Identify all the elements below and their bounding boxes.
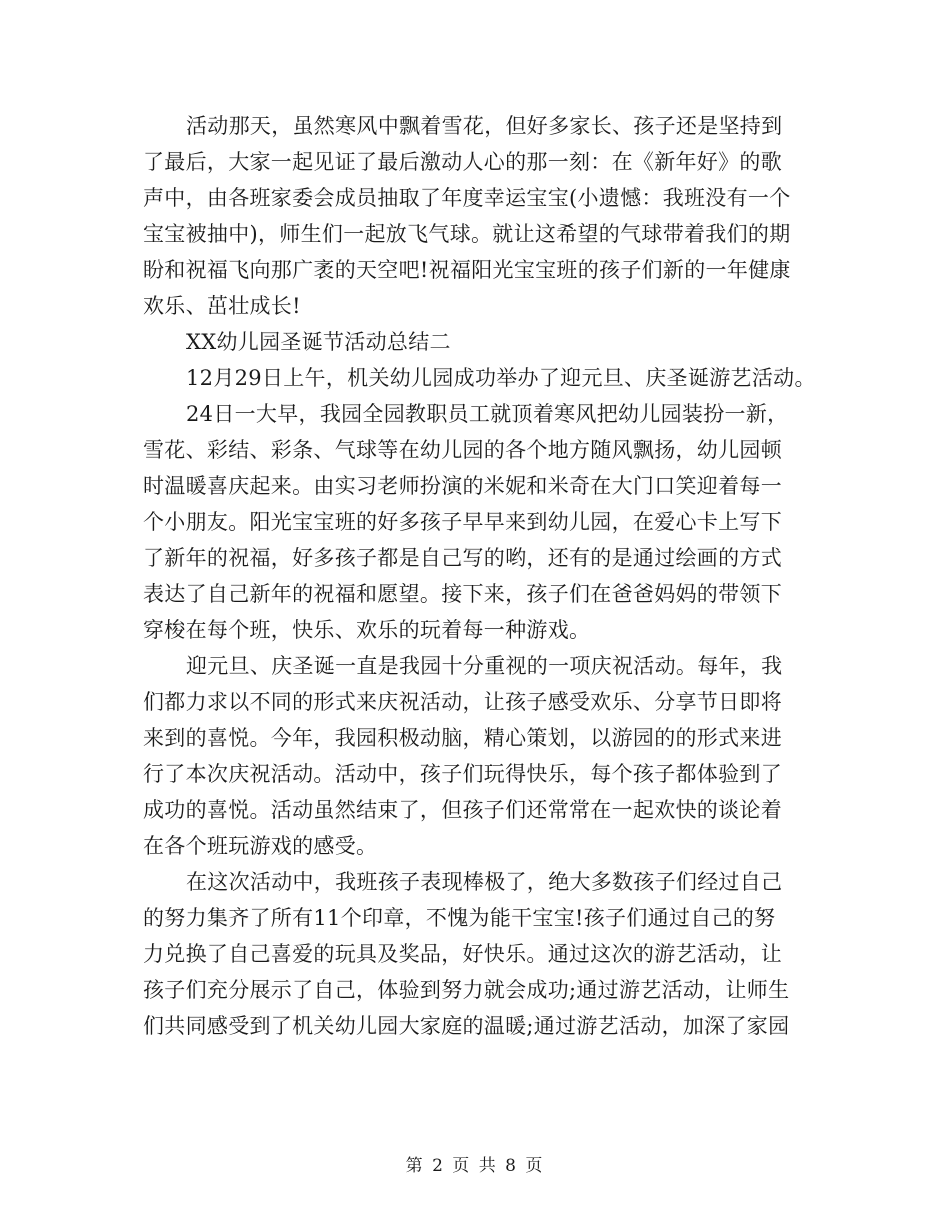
paragraph-line: 宝宝被抽中)，师生们一起放飞气球。就让这希望的气球带着我们的期	[143, 222, 791, 246]
paragraph-line: 活动那天，虽然寒风中飘着雪花，但好多家长、孩子还是坚持到	[186, 114, 783, 138]
paragraph-line: 了最后，大家一起见证了最后激动人心的那一刻：在《新年好》的歌	[143, 150, 782, 174]
paragraph-line: 雪花、彩结、彩条、气球等在幼儿园的各个地方随风飘扬，幼儿园顿	[143, 438, 782, 462]
paragraph-line: 了新年的祝福，好多孩子都是自己写的哟，还有的是通过绘画的方式	[143, 546, 782, 570]
paragraph-line: 在这次活动中，我班孩子表现棒极了，绝大多数孩子们经过自己	[186, 870, 783, 894]
paragraph-line: 孩子们充分展示了自己，体验到努力就会成功;通过游艺活动，让师生	[143, 978, 790, 1002]
page-number-footer: 第 2 页 共 8 页	[405, 1156, 545, 1176]
paragraph-line: 的努力集齐了所有11个印章，不愧为能干宝宝!孩子们通过自己的努	[143, 906, 776, 930]
section-heading: XX幼儿园圣诞节活动总结二	[186, 330, 451, 354]
paragraph-line: 24日一大早，我园全园教职员工就顶着寒风把幼儿园装扮一新，	[186, 402, 789, 426]
paragraph-line: 来到的喜悦。今年，我园积极动脑，精心策划，以游园的的形式来进	[143, 726, 782, 750]
paragraph-line: 声中，由各班家委会成员抽取了年度幸运宝宝(小遗憾：我班没有一个	[143, 186, 791, 210]
paragraph-line: 欢乐、茁壮成长!	[143, 294, 301, 318]
paragraph-line: 12月29日上午，机关幼儿园成功举办了迎元旦、庆圣诞游艺活动。	[186, 366, 816, 390]
paragraph-line: 盼和祝福飞向那广袤的天空吧!祝福阳光宝宝班的孩子们新的一年健康	[143, 258, 791, 282]
paragraph-line: 穿梭在每个班，快乐、欢乐的玩着每一种游戏。	[143, 618, 591, 642]
paragraph-line: 表达了自己新年的祝福和愿望。接下来，孩子们在爸爸妈妈的带领下	[143, 582, 782, 606]
paragraph-line: 们都力求以不同的形式来庆祝活动，让孩子感受欢乐、分享节日即将	[143, 690, 782, 714]
paragraph-line: 力兑换了自己喜爱的玩具及奖品，好快乐。通过这次的游艺活动，让	[143, 942, 782, 966]
paragraph-line: 成功的喜悦。活动虽然结束了，但孩子们还常常在一起欢快的谈论着	[143, 798, 782, 822]
paragraph-line: 行了本次庆祝活动。活动中，孩子们玩得快乐，每个孩子都体验到了	[143, 762, 782, 786]
paragraph-line: 迎元旦、庆圣诞一直是我园十分重视的一项庆祝活动。每年，我	[186, 654, 783, 678]
paragraph-line: 个小朋友。阳光宝宝班的好多孩子早早来到幼儿园，在爱心卡上写下	[143, 510, 782, 534]
paragraph-line: 在各个班玩游戏的感受。	[143, 834, 378, 858]
paragraph-line: 们共同感受到了机关幼儿园大家庭的温暖;通过游艺活动，加深了家园	[143, 1014, 790, 1038]
paragraph-line: 时温暖喜庆起来。由实习老师扮演的米妮和米奇在大门口笑迎着每一	[143, 474, 782, 498]
